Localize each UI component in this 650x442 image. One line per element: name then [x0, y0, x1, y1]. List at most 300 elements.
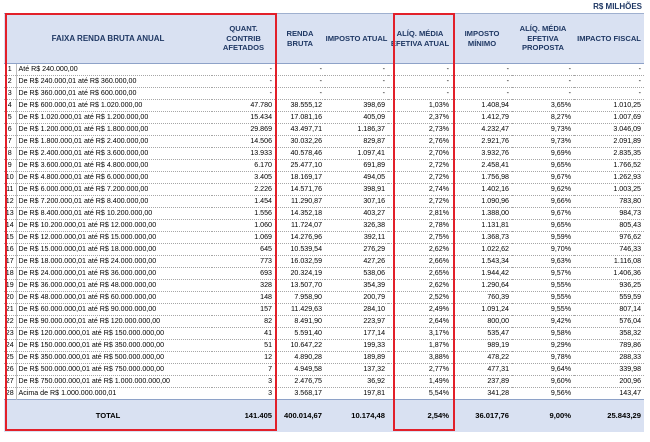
row-min-tax: -: [452, 76, 512, 88]
row-revenue: 4.890,28: [275, 352, 325, 364]
row-current-rate: 5,54%: [388, 388, 452, 400]
row-index: 23: [4, 328, 16, 340]
row-min-tax: 1.022,62: [452, 244, 512, 256]
table-row: [4, 244, 644, 256]
row-index: 4: [4, 100, 16, 112]
row-contrib: 1.069: [212, 232, 275, 244]
row-current-tax: 223,97: [325, 316, 388, 328]
row-contrib: 157: [212, 304, 275, 316]
row-current-rate: 2,62%: [388, 280, 452, 292]
row-min-tax: 2.921,76: [452, 136, 512, 148]
row-proposed-rate: 9,64%: [512, 364, 574, 376]
row-current-rate: 2,66%: [388, 256, 452, 268]
table-row: [4, 136, 644, 148]
row-proposed-rate: 9,73%: [512, 136, 574, 148]
row-proposed-rate: 9,73%: [512, 124, 574, 136]
row-min-tax: 237,89: [452, 376, 512, 388]
row-current-rate: 2,62%: [388, 244, 452, 256]
table-row: [4, 160, 644, 172]
table-row: [4, 316, 644, 328]
row-index: 28: [4, 388, 16, 400]
row-current-rate: -: [388, 64, 452, 76]
row-contrib: 693: [212, 268, 275, 280]
row-min-tax: 3.932,76: [452, 148, 512, 160]
row-proposed-rate: 9,66%: [512, 196, 574, 208]
row-fiscal-impact: 984,73: [574, 208, 644, 220]
table-row: [4, 376, 644, 388]
row-min-tax: 1.402,16: [452, 184, 512, 196]
row-range: De R$ 36.000.000,01 até R$ 48.000.000,00: [16, 280, 212, 292]
row-current-rate: 2,73%: [388, 124, 452, 136]
row-fiscal-impact: 976,62: [574, 232, 644, 244]
row-fiscal-impact: 1.007,69: [574, 112, 644, 124]
row-range: De R$ 350.000.000,01 até R$ 500.000.000,00: [16, 352, 212, 364]
row-min-tax: 477,31: [452, 364, 512, 376]
row-range: De R$ 8.400.000,01 até R$ 10.200.000,00: [16, 208, 212, 220]
row-index: 22: [4, 316, 16, 328]
row-current-tax: 691,89: [325, 160, 388, 172]
row-contrib: -: [212, 64, 275, 76]
row-min-tax: 1.408,94: [452, 100, 512, 112]
row-current-rate: 2,75%: [388, 232, 452, 244]
row-revenue: 8.491,90: [275, 316, 325, 328]
table-row: [4, 220, 644, 232]
table-row: [4, 112, 644, 124]
row-revenue: 11.290,87: [275, 196, 325, 208]
table-row: [4, 388, 644, 400]
row-contrib: 1.060: [212, 220, 275, 232]
row-current-tax: 829,87: [325, 136, 388, 148]
row-current-rate: 2,70%: [388, 148, 452, 160]
row-current-rate: 3,88%: [388, 352, 452, 364]
row-index: 20: [4, 292, 16, 304]
row-current-rate: 2,72%: [388, 172, 452, 184]
row-range: De R$ 24.000.000,01 até R$ 36.000.000,00: [16, 268, 212, 280]
total-row: [4, 400, 644, 432]
row-current-rate: 2,49%: [388, 304, 452, 316]
table-row: [4, 328, 644, 340]
row-current-rate: -: [388, 88, 452, 100]
row-current-tax: 177,14: [325, 328, 388, 340]
row-current-rate: 1,03%: [388, 100, 452, 112]
row-fiscal-impact: 1.406,36: [574, 268, 644, 280]
total-contrib: 141.405: [212, 400, 275, 432]
unit-label: R$ MILHÕES: [593, 2, 642, 11]
row-proposed-rate: 8,27%: [512, 112, 574, 124]
row-range: De R$ 120.000.000,01 até R$ 150.000.000,00: [16, 328, 212, 340]
row-revenue: 14.571,76: [275, 184, 325, 196]
row-proposed-rate: 9,55%: [512, 304, 574, 316]
row-current-tax: -: [325, 76, 388, 88]
row-revenue: 14.352,18: [275, 208, 325, 220]
row-contrib: 41: [212, 328, 275, 340]
row-contrib: 7: [212, 364, 275, 376]
row-min-tax: 535,47: [452, 328, 512, 340]
row-current-tax: 427,26: [325, 256, 388, 268]
row-contrib: 13.933: [212, 148, 275, 160]
row-current-tax: 284,10: [325, 304, 388, 316]
row-revenue: 4.949,58: [275, 364, 325, 376]
row-contrib: 3.405: [212, 172, 275, 184]
row-index: 15: [4, 232, 16, 244]
table-row: [4, 64, 644, 76]
row-contrib: 2.226: [212, 184, 275, 196]
row-proposed-rate: 9,67%: [512, 172, 574, 184]
row-contrib: 29.869: [212, 124, 275, 136]
table-row: [4, 88, 644, 100]
row-proposed-rate: 9,58%: [512, 328, 574, 340]
row-contrib: 51: [212, 340, 275, 352]
row-fiscal-impact: 1.010,25: [574, 100, 644, 112]
row-index: 19: [4, 280, 16, 292]
row-revenue: 25.477,10: [275, 160, 325, 172]
row-index: 1: [4, 64, 16, 76]
row-range: De R$ 90.000.000,01 até R$ 120.000.000,00: [16, 316, 212, 328]
row-fiscal-impact: 559,59: [574, 292, 644, 304]
row-contrib: 645: [212, 244, 275, 256]
table-row: [4, 256, 644, 268]
row-current-rate: 2,77%: [388, 364, 452, 376]
total-min-tax: 36.017,76: [452, 400, 512, 432]
row-current-rate: 2,37%: [388, 112, 452, 124]
row-proposed-rate: 3,65%: [512, 100, 574, 112]
table-row: [4, 100, 644, 112]
row-index: 5: [4, 112, 16, 124]
table-body: [4, 64, 644, 432]
row-index: 3: [4, 88, 16, 100]
tax-table: [4, 13, 644, 432]
row-current-rate: 2,52%: [388, 292, 452, 304]
table-row: [4, 352, 644, 364]
row-fiscal-impact: 288,33: [574, 352, 644, 364]
row-current-tax: 405,09: [325, 112, 388, 124]
row-range: Acima de R$ 1.000.000.000,01: [16, 388, 212, 400]
row-range: De R$ 18.000.000,01 até R$ 24.000.000,00: [16, 256, 212, 268]
row-range: De R$ 3.600.000,01 até R$ 4.800.000,00: [16, 160, 212, 172]
row-current-tax: 326,38: [325, 220, 388, 232]
row-revenue: -: [275, 76, 325, 88]
row-index: 6: [4, 124, 16, 136]
row-proposed-rate: 9,78%: [512, 352, 574, 364]
table-row: [4, 340, 644, 352]
row-min-tax: 1.388,00: [452, 208, 512, 220]
row-fiscal-impact: 143,47: [574, 388, 644, 400]
row-contrib: 12: [212, 352, 275, 364]
row-min-tax: 1.131,81: [452, 220, 512, 232]
row-proposed-rate: 9,65%: [512, 160, 574, 172]
row-proposed-rate: 9,63%: [512, 256, 574, 268]
row-revenue: 2.476,75: [275, 376, 325, 388]
row-contrib: 14.506: [212, 136, 275, 148]
row-range: De R$ 15.000.000,01 até R$ 18.000.000,00: [16, 244, 212, 256]
row-current-tax: 1.097,41: [325, 148, 388, 160]
row-contrib: 15.434: [212, 112, 275, 124]
row-index: 9: [4, 160, 16, 172]
row-fiscal-impact: 936,25: [574, 280, 644, 292]
row-range: De R$ 7.200.000,01 até R$ 8.400.000,00: [16, 196, 212, 208]
row-range: De R$ 360.000,01 até R$ 600.000,00: [16, 88, 212, 100]
row-fiscal-impact: 3.046,09: [574, 124, 644, 136]
row-fiscal-impact: 807,14: [574, 304, 644, 316]
row-index: 8: [4, 148, 16, 160]
row-contrib: 6.170: [212, 160, 275, 172]
row-current-rate: 2,72%: [388, 196, 452, 208]
row-revenue: 11.429,63: [275, 304, 325, 316]
row-index: 27: [4, 376, 16, 388]
row-revenue: 14.276,96: [275, 232, 325, 244]
table-row: [4, 184, 644, 196]
col-header-min-tax: IMPOSTO MÍNIMO: [452, 14, 512, 64]
row-min-tax: 478,22: [452, 352, 512, 364]
row-index: 16: [4, 244, 16, 256]
row-min-tax: 1.368,73: [452, 232, 512, 244]
row-current-rate: 2,65%: [388, 268, 452, 280]
row-current-rate: 2,72%: [388, 160, 452, 172]
row-fiscal-impact: 746,33: [574, 244, 644, 256]
row-proposed-rate: 9,67%: [512, 208, 574, 220]
row-index: 25: [4, 352, 16, 364]
row-min-tax: 1.944,42: [452, 268, 512, 280]
row-contrib: 1.454: [212, 196, 275, 208]
row-current-tax: 276,29: [325, 244, 388, 256]
row-current-tax: 398,91: [325, 184, 388, 196]
row-fiscal-impact: 2.835,35: [574, 148, 644, 160]
total-proposed-rate: 9,00%: [512, 400, 574, 432]
row-range: De R$ 60.000.000,01 até R$ 90.000.000,00: [16, 304, 212, 316]
total-current-rate: 2,54%: [388, 400, 452, 432]
row-current-rate: 2,78%: [388, 220, 452, 232]
row-min-tax: 800,00: [452, 316, 512, 328]
total-label: TOTAL: [4, 400, 212, 432]
row-revenue: 10.647,22: [275, 340, 325, 352]
row-current-rate: 2,81%: [388, 208, 452, 220]
row-current-tax: 398,69: [325, 100, 388, 112]
row-revenue: -: [275, 64, 325, 76]
row-index: 2: [4, 76, 16, 88]
row-fiscal-impact: 1.766,52: [574, 160, 644, 172]
row-proposed-rate: 9,60%: [512, 376, 574, 388]
row-current-tax: 354,39: [325, 280, 388, 292]
row-proposed-rate: 9,69%: [512, 148, 574, 160]
table-row: [4, 232, 644, 244]
table-row: [4, 292, 644, 304]
row-range: De R$ 500.000.000,01 até R$ 750.000.000,00: [16, 364, 212, 376]
row-index: 24: [4, 340, 16, 352]
row-proposed-rate: 9,29%: [512, 340, 574, 352]
row-proposed-rate: 9,57%: [512, 268, 574, 280]
row-current-rate: 2,74%: [388, 184, 452, 196]
row-range: De R$ 1.200.000,01 até R$ 1.800.000,00: [16, 124, 212, 136]
row-proposed-rate: 9,42%: [512, 316, 574, 328]
row-current-tax: 538,06: [325, 268, 388, 280]
row-revenue: 30.032,26: [275, 136, 325, 148]
row-range: De R$ 1.800.000,01 até R$ 2.400.000,00: [16, 136, 212, 148]
row-contrib: 773: [212, 256, 275, 268]
row-index: 26: [4, 364, 16, 376]
row-contrib: -: [212, 88, 275, 100]
row-current-rate: -: [388, 76, 452, 88]
row-revenue: 13.507,70: [275, 280, 325, 292]
row-min-tax: 1.090,96: [452, 196, 512, 208]
table-row: [4, 124, 644, 136]
table-row: [4, 208, 644, 220]
row-range: De R$ 4.800.000,01 até R$ 6.000.000,00: [16, 172, 212, 184]
row-contrib: 3: [212, 376, 275, 388]
row-min-tax: 760,39: [452, 292, 512, 304]
col-header-proposed-rate: ALÍQ. MÉDIA EFETIVA PROPOSTA: [512, 14, 574, 64]
row-range: De R$ 240.000,01 até R$ 360.000,00: [16, 76, 212, 88]
row-contrib: 3: [212, 388, 275, 400]
row-current-tax: 199,33: [325, 340, 388, 352]
row-range: De R$ 600.000,01 até R$ 1.020.000,00: [16, 100, 212, 112]
row-min-tax: 1.091,24: [452, 304, 512, 316]
row-contrib: 328: [212, 280, 275, 292]
row-proposed-rate: 9,65%: [512, 220, 574, 232]
row-current-tax: 137,32: [325, 364, 388, 376]
row-contrib: 148: [212, 292, 275, 304]
row-fiscal-impact: -: [574, 64, 644, 76]
row-index: 17: [4, 256, 16, 268]
row-current-rate: 3,17%: [388, 328, 452, 340]
row-proposed-rate: 9,62%: [512, 184, 574, 196]
row-revenue: 17.081,16: [275, 112, 325, 124]
row-contrib: 1.556: [212, 208, 275, 220]
row-index: 12: [4, 196, 16, 208]
row-revenue: 16.032,59: [275, 256, 325, 268]
row-current-tax: 200,79: [325, 292, 388, 304]
row-index: 14: [4, 220, 16, 232]
row-fiscal-impact: 805,43: [574, 220, 644, 232]
row-current-rate: 2,64%: [388, 316, 452, 328]
row-min-tax: 4.232,47: [452, 124, 512, 136]
row-current-tax: 403,27: [325, 208, 388, 220]
table-row: [4, 304, 644, 316]
row-revenue: 20.324,19: [275, 268, 325, 280]
row-min-tax: 989,19: [452, 340, 512, 352]
row-proposed-rate: 9,55%: [512, 292, 574, 304]
header-row: [4, 14, 644, 64]
row-fiscal-impact: 1.116,08: [574, 256, 644, 268]
row-min-tax: -: [452, 64, 512, 76]
row-range: De R$ 48.000.000,01 até R$ 60.000.000,00: [16, 292, 212, 304]
col-header-fiscal-impact: IMPACTO FISCAL: [574, 14, 644, 64]
row-min-tax: 1.412,79: [452, 112, 512, 124]
row-fiscal-impact: -: [574, 76, 644, 88]
row-proposed-rate: 9,56%: [512, 388, 574, 400]
row-revenue: 40.578,46: [275, 148, 325, 160]
row-revenue: 11.724,07: [275, 220, 325, 232]
total-current-tax: 10.174,48: [325, 400, 388, 432]
row-range: Até R$ 240.000,00: [16, 64, 212, 76]
row-index: 11: [4, 184, 16, 196]
row-fiscal-impact: -: [574, 88, 644, 100]
row-fiscal-impact: 339,98: [574, 364, 644, 376]
row-contrib: 47.780: [212, 100, 275, 112]
table-row: [4, 172, 644, 184]
row-revenue: 18.169,17: [275, 172, 325, 184]
row-current-tax: 307,16: [325, 196, 388, 208]
row-revenue: 5.591,40: [275, 328, 325, 340]
row-current-tax: 1.186,37: [325, 124, 388, 136]
row-range: De R$ 750.000.000,01 até R$ 1.000.000.000,00: [16, 376, 212, 388]
col-header-contrib: QUANT. CONTRIB AFETADOS: [212, 14, 275, 64]
row-index: 21: [4, 304, 16, 316]
row-range: De R$ 12.000.000,01 até R$ 15.000.000,00: [16, 232, 212, 244]
table-row: [4, 148, 644, 160]
row-index: 18: [4, 268, 16, 280]
row-contrib: 82: [212, 316, 275, 328]
row-fiscal-impact: 1.262,93: [574, 172, 644, 184]
row-fiscal-impact: 358,32: [574, 328, 644, 340]
row-index: 10: [4, 172, 16, 184]
row-min-tax: 341,28: [452, 388, 512, 400]
row-current-rate: 1,87%: [388, 340, 452, 352]
row-proposed-rate: -: [512, 76, 574, 88]
table-row: [4, 280, 644, 292]
row-fiscal-impact: 2.091,89: [574, 136, 644, 148]
row-proposed-rate: 9,55%: [512, 280, 574, 292]
row-current-tax: 392,11: [325, 232, 388, 244]
row-range: De R$ 1.020.000,01 até R$ 1.200.000,00: [16, 112, 212, 124]
row-revenue: 7.958,90: [275, 292, 325, 304]
row-contrib: -: [212, 76, 275, 88]
table-row: [4, 364, 644, 376]
row-current-tax: 189,89: [325, 352, 388, 364]
col-header-current-rate: ALÍQ. MÉDIA EFETIVA ATUAL: [388, 14, 452, 64]
row-revenue: 43.497,71: [275, 124, 325, 136]
row-proposed-rate: 9,59%: [512, 232, 574, 244]
row-min-tax: 2.458,41: [452, 160, 512, 172]
table-row: [4, 268, 644, 280]
col-header-range: FAIXA RENDA BRUTA ANUAL: [4, 14, 212, 64]
row-fiscal-impact: 576,04: [574, 316, 644, 328]
row-fiscal-impact: 200,96: [574, 376, 644, 388]
row-index: 7: [4, 136, 16, 148]
row-revenue: 3.568,17: [275, 388, 325, 400]
row-min-tax: -: [452, 88, 512, 100]
row-range: De R$ 150.000.000,01 até R$ 350.000.000,00: [16, 340, 212, 352]
row-index: 13: [4, 208, 16, 220]
row-range: De R$ 6.000.000,01 até R$ 7.200.000,00: [16, 184, 212, 196]
table-row: [4, 196, 644, 208]
row-current-rate: 2,76%: [388, 136, 452, 148]
row-proposed-rate: -: [512, 88, 574, 100]
row-fiscal-impact: 783,80: [574, 196, 644, 208]
row-min-tax: 1.290,64: [452, 280, 512, 292]
row-proposed-rate: 9,70%: [512, 244, 574, 256]
col-header-current-tax: IMPOSTO ATUAL: [325, 14, 388, 64]
row-fiscal-impact: 789,86: [574, 340, 644, 352]
total-fiscal-impact: 25.843,29: [574, 400, 644, 432]
total-revenue: 400.014,67: [275, 400, 325, 432]
row-min-tax: 1.756,98: [452, 172, 512, 184]
row-revenue: -: [275, 88, 325, 100]
row-revenue: 10.539,54: [275, 244, 325, 256]
row-current-rate: 1,49%: [388, 376, 452, 388]
row-fiscal-impact: 1.003,25: [574, 184, 644, 196]
col-header-revenue: RENDA BRUTA: [275, 14, 325, 64]
row-revenue: 38.555,12: [275, 100, 325, 112]
row-current-tax: 197,81: [325, 388, 388, 400]
row-range: De R$ 2.400.000,01 até R$ 3.600.000,00: [16, 148, 212, 160]
row-min-tax: 1.543,34: [452, 256, 512, 268]
row-proposed-rate: -: [512, 64, 574, 76]
row-current-tax: -: [325, 88, 388, 100]
row-range: De R$ 10.200.000,01 até R$ 12.000.000,00: [16, 220, 212, 232]
row-current-tax: 494,05: [325, 172, 388, 184]
row-current-tax: 36,92: [325, 376, 388, 388]
table-row: [4, 76, 644, 88]
